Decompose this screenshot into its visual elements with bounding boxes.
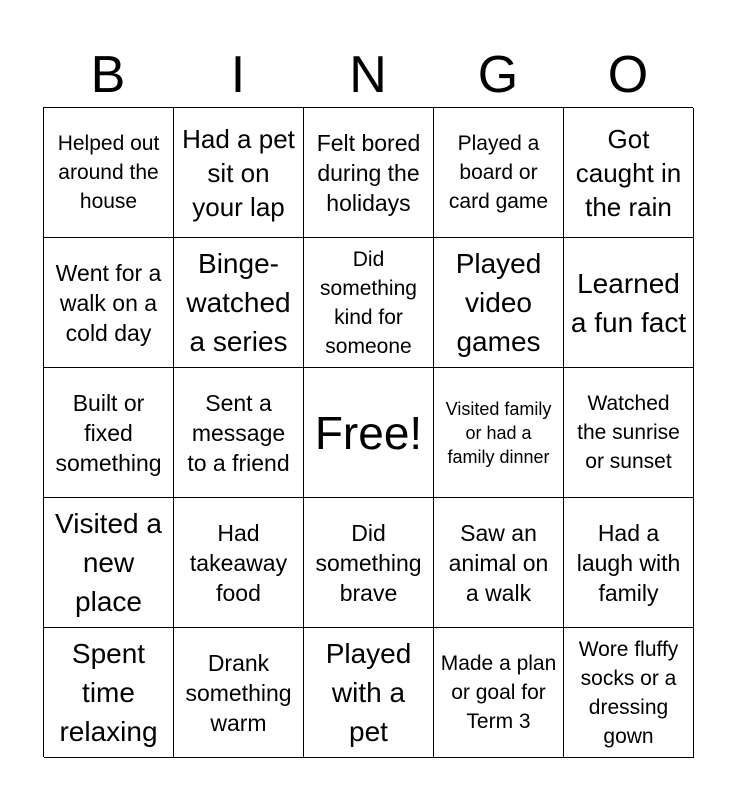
cell-text: Watched the sunrise or sunset xyxy=(577,392,680,473)
bingo-cell[interactable] xyxy=(304,498,434,628)
cell-text: Spent time relaxing xyxy=(59,638,158,747)
bingo-grid xyxy=(43,107,693,757)
cell-text: Visited a new place xyxy=(55,508,162,617)
bingo-header xyxy=(43,42,693,108)
cell-text: Played video games xyxy=(455,248,542,357)
header-letter-i: I xyxy=(230,46,246,104)
cell-text: Learned a fun fact xyxy=(570,267,687,338)
bingo-cell[interactable] xyxy=(304,238,434,368)
bingo-cell[interactable] xyxy=(564,628,694,758)
cell-text: Got caught in the rain xyxy=(575,123,682,222)
cell-text: Saw an animal on a walk xyxy=(448,519,549,606)
bingo-cell[interactable] xyxy=(564,368,694,498)
cell-text: Had a laugh with family xyxy=(576,519,681,606)
bingo-cell[interactable] xyxy=(434,108,564,238)
bingo-cell[interactable] xyxy=(44,628,174,758)
bingo-cell[interactable] xyxy=(174,368,304,498)
bingo-cell[interactable] xyxy=(174,628,304,758)
cell-text: Built or fixed something xyxy=(55,389,162,476)
free-space-cell[interactable] xyxy=(304,368,434,498)
cell-text: Had a pet sit on your lap xyxy=(182,123,295,222)
cell-text: Made a plan or goal for Term 3 xyxy=(440,652,557,733)
cell-text: Felt bored during the holidays xyxy=(316,129,421,216)
bingo-cell[interactable] xyxy=(564,498,694,628)
free-space-text: Free! xyxy=(314,406,423,459)
bingo-cell[interactable] xyxy=(564,238,694,368)
cell-text: Binge-watched a series xyxy=(186,248,291,357)
cell-text: Did something brave xyxy=(315,519,422,606)
bingo-cell[interactable] xyxy=(44,108,174,238)
bingo-cell[interactable] xyxy=(564,108,694,238)
header-letter-b: B xyxy=(90,46,126,104)
cell-text: Sent a message to a friend xyxy=(187,389,290,476)
bingo-cell[interactable] xyxy=(174,498,304,628)
bingo-cell[interactable] xyxy=(44,238,174,368)
bingo-cell[interactable] xyxy=(434,628,564,758)
cell-text: Did something kind for someone xyxy=(320,247,417,358)
bingo-cell[interactable] xyxy=(44,368,174,498)
cell-text: Played a board or card game xyxy=(448,132,549,213)
bingo-cell[interactable] xyxy=(174,238,304,368)
header-letter-n: N xyxy=(349,46,387,104)
cell-text: Visited family or had a family dinner xyxy=(445,398,552,467)
cell-text: Wore fluffy socks or a dressing gown xyxy=(578,637,679,748)
header-letter-g: G xyxy=(477,46,519,104)
cell-text: Went for a walk on a cold day xyxy=(55,259,162,346)
cell-text: Helped out around the house xyxy=(57,132,160,213)
header-letter-o: O xyxy=(607,46,649,104)
bingo-cell[interactable] xyxy=(174,108,304,238)
bingo-cell[interactable] xyxy=(304,108,434,238)
cell-text: Played with a pet xyxy=(325,638,412,747)
bingo-cell[interactable] xyxy=(304,628,434,758)
bingo-cell[interactable] xyxy=(434,368,564,498)
bingo-cell[interactable] xyxy=(44,498,174,628)
cell-text: Drank something warm xyxy=(185,649,292,736)
bingo-cell[interactable] xyxy=(434,238,564,368)
cell-text: Had takeaway food xyxy=(189,519,288,606)
bingo-cell[interactable] xyxy=(434,498,564,628)
